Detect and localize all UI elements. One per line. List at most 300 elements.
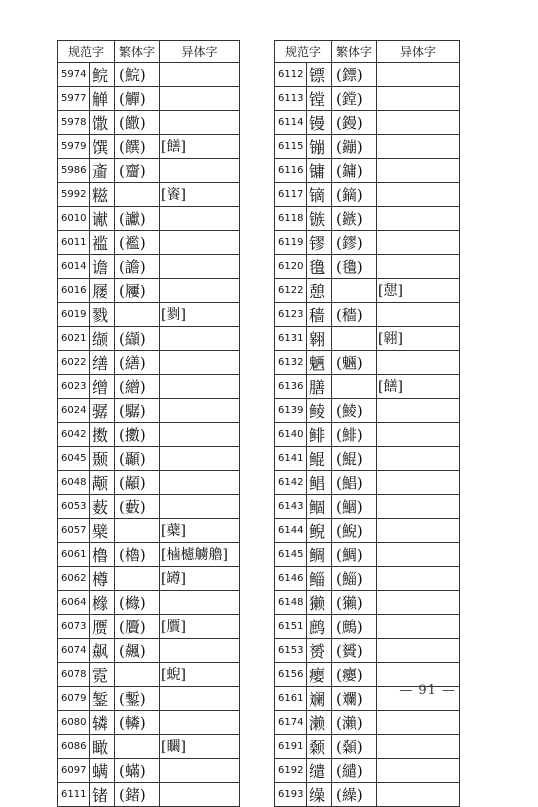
traditional-char: (繰) [332,782,377,806]
traditional-char: (鯝) [332,494,377,518]
table-row [58,158,240,182]
entry-number: 6143 [275,494,307,518]
standard-char: 檗 [90,518,115,542]
entry-number: 6113 [275,86,307,110]
entry-number: 6112 [275,62,307,86]
table-row [275,62,460,86]
standard-char: 齑 [90,158,115,182]
standard-char: 谵 [90,254,115,278]
standard-char: 穑 [307,302,332,326]
standard-char: 戮 [90,302,115,326]
traditional-char: (氌) [332,254,377,278]
traditional-char [332,278,377,302]
variant-char [377,110,460,134]
standard-char: 镘 [307,110,332,134]
header-standard: 规范字 [275,41,332,63]
table-row [275,374,460,398]
table-row [275,470,460,494]
variant-char [377,542,460,566]
variant-char [377,206,460,230]
table-row [58,86,240,110]
standard-char: 缮 [90,350,115,374]
variant-char [160,62,240,86]
entry-number: 6142 [275,470,307,494]
traditional-char: (繕) [115,350,160,374]
standard-char: 褴 [90,230,115,254]
standard-char: 膳 [307,374,332,398]
standard-char: 飙 [90,638,115,662]
table-row [58,782,240,806]
table-row [58,134,240,158]
standard-char: 鲩 [90,62,115,86]
table-row [58,326,240,350]
entry-number: 6119 [275,230,307,254]
traditional-char [332,374,377,398]
variant-char [377,62,460,86]
entry-number: 6011 [58,230,90,254]
traditional-char: (襤) [115,230,160,254]
table-row [275,446,460,470]
table-row [275,254,460,278]
table-row [58,374,240,398]
table-row [58,662,240,686]
variant-char: [饍] [377,374,460,398]
entry-number: 6115 [275,134,307,158]
entry-number: 6145 [275,542,307,566]
variant-char [377,566,460,590]
traditional-char [115,302,160,326]
table-row [58,614,240,638]
standard-char: 魉 [307,350,332,374]
standard-char: 霓 [90,662,115,686]
entry-number: 6022 [58,350,90,374]
variant-char [377,422,460,446]
entry-number: 6193 [275,782,307,806]
variant-char [160,782,240,806]
entry-number: 6122 [275,278,307,302]
traditional-char: (纈) [115,326,160,350]
standard-char: 鲳 [307,470,332,494]
traditional-char: (鯧) [332,470,377,494]
traditional-char: (顢) [115,470,160,494]
variant-char: [蘗] [160,518,240,542]
standard-char: 颟 [90,470,115,494]
standard-char: 镖 [307,62,332,86]
table-row [58,638,240,662]
table-row [58,758,240,782]
header-standard: 规范字 [58,41,115,63]
table-header-row [275,41,460,63]
standard-char: 屦 [90,278,115,302]
standard-char: 镚 [307,134,332,158]
variant-char [377,398,460,422]
entry-number: 6024 [58,398,90,422]
traditional-char: (轔) [115,710,160,734]
traditional-char: (顙) [332,734,377,758]
table-row [58,590,240,614]
entry-number: 6156 [275,662,307,686]
variant-char [160,254,240,278]
standard-char: 镝 [307,182,332,206]
traditional-char: (顳) [115,446,160,470]
traditional-char: (驏) [115,398,160,422]
standard-char: 骣 [90,398,115,422]
variant-char [160,710,240,734]
entry-number: 6097 [58,758,90,782]
standard-char: 鲵 [307,518,332,542]
table-row [275,710,460,734]
table-row [58,302,240,326]
traditional-char: (鍺) [115,782,160,806]
table-row [275,422,460,446]
entry-number: 6021 [58,326,90,350]
standard-char: 缲 [307,782,332,806]
traditional-char: (饊) [115,110,160,134]
table-row [58,470,240,494]
traditional-char: (獺) [332,590,377,614]
variant-char [377,758,460,782]
traditional-char: (櫓) [115,542,160,566]
standard-char: 赝 [90,614,115,638]
table-row [275,230,460,254]
standard-char: 翱 [307,326,332,350]
traditional-char [332,326,377,350]
standard-char: 螨 [90,758,115,782]
entry-number: 6136 [275,374,307,398]
traditional-char [115,662,160,686]
variant-char [160,758,240,782]
entry-number: 6191 [275,734,307,758]
entry-number: 6132 [275,350,307,374]
variant-char [160,686,240,710]
traditional-char: (鏜) [332,86,377,110]
entry-number: 6019 [58,302,90,326]
table-row [275,110,460,134]
traditional-char: (蟎) [115,758,160,782]
entry-number: 6062 [58,566,90,590]
entry-number: 5977 [58,86,90,110]
variant-char [377,86,460,110]
table-row [58,62,240,86]
traditional-char: (鏨) [115,686,160,710]
table-row [275,734,460,758]
traditional-char: (饌) [115,134,160,158]
entry-number: 5992 [58,182,90,206]
variant-char [377,710,460,734]
variant-char: [矙] [160,734,240,758]
table-row [275,614,460,638]
variant-char: [饍] [160,134,240,158]
table-row [58,446,240,470]
variant-char [377,182,460,206]
standard-char: 鲻 [307,566,332,590]
entry-number: 5986 [58,158,90,182]
standard-char: 薮 [90,494,115,518]
standard-char: 鲴 [307,494,332,518]
table-header-row [58,41,240,63]
variant-char [377,230,460,254]
table-row [58,494,240,518]
entry-number: 6048 [58,470,90,494]
entry-number: 6161 [275,686,307,710]
traditional-char: (飆) [115,638,160,662]
entry-number: 6123 [275,302,307,326]
traditional-char: (斕) [332,686,377,710]
variant-char [377,470,460,494]
table-row [58,206,240,230]
traditional-char: (鯡) [332,422,377,446]
variant-char: [餈] [160,182,240,206]
header-variant: 异体字 [377,41,460,63]
entry-number: 6016 [58,278,90,302]
entry-number: 6131 [275,326,307,350]
variant-char [160,470,240,494]
entry-number: 6153 [275,638,307,662]
traditional-char: (癭) [332,662,377,686]
variant-char: [樐櫖艣艪] [160,542,240,566]
table-row [275,542,460,566]
traditional-char: (繒) [115,374,160,398]
variant-char [160,326,240,350]
entry-number: 6114 [275,110,307,134]
table-row [58,518,240,542]
variant-char [377,158,460,182]
entry-number: 6144 [275,518,307,542]
entry-number: 6146 [275,566,307,590]
standard-char: 瞰 [90,734,115,758]
table-row [58,350,240,374]
table-row [275,158,460,182]
standard-char: 獭 [307,590,332,614]
variant-char [160,374,240,398]
traditional-char: (譫) [115,254,160,278]
entry-number: 6192 [275,758,307,782]
standard-char: 缬 [90,326,115,350]
standard-char: 赟 [307,638,332,662]
variant-char [160,638,240,662]
standard-char: 鲷 [307,542,332,566]
entry-number: 6116 [275,158,307,182]
standard-char: 憩 [307,278,332,302]
entry-number: 6061 [58,542,90,566]
standard-char: 鹧 [307,614,332,638]
entry-number: 6073 [58,614,90,638]
entry-number: 6111 [58,782,90,806]
entry-number: 6042 [58,422,90,446]
table-row [58,230,240,254]
table-row [275,494,460,518]
table-row [58,182,240,206]
standard-char: 馓 [90,110,115,134]
traditional-char: (擻) [115,422,160,446]
standard-char: 缱 [307,758,332,782]
variant-char [377,614,460,638]
traditional-char: (鯪) [332,398,377,422]
table-row [275,86,460,110]
traditional-char: (屨) [115,278,160,302]
table-row [275,326,460,350]
variant-char [160,590,240,614]
variant-char [160,398,240,422]
standard-char: 馔 [90,134,115,158]
entry-number: 5978 [58,110,90,134]
traditional-char: (鏝) [332,110,377,134]
variant-char [377,518,460,542]
variant-char [160,158,240,182]
traditional-char: (藪) [115,494,160,518]
traditional-char: (讞) [115,206,160,230]
entry-number: 6045 [58,446,90,470]
table-row [58,566,240,590]
traditional-char: (穡) [332,302,377,326]
standard-char: 鲮 [307,398,332,422]
table-row [58,254,240,278]
standard-char: 斓 [307,686,332,710]
entry-number: 6174 [275,710,307,734]
traditional-char: (鯢) [332,518,377,542]
traditional-char: (鏢) [332,62,377,86]
table-row [275,206,460,230]
variant-char [377,134,460,158]
standard-char: 谳 [90,206,115,230]
variant-char [377,446,460,470]
traditional-char: (繾) [332,758,377,782]
standard-char: 镞 [307,206,332,230]
traditional-char: (鯇) [115,62,160,86]
variant-char [160,446,240,470]
table-row [58,110,240,134]
traditional-char: (鷓) [332,614,377,638]
traditional-char [115,182,160,206]
standard-char: 镠 [307,230,332,254]
entry-number: 6139 [275,398,307,422]
variant-char [160,230,240,254]
variant-char [160,110,240,134]
standard-char: 橼 [90,590,115,614]
entry-number: 6079 [58,686,90,710]
table-row [58,686,240,710]
standard-char: 糍 [90,182,115,206]
entry-number: 6148 [275,590,307,614]
table-row [275,182,460,206]
traditional-char [115,566,160,590]
traditional-char: (齏) [115,158,160,182]
table-row [58,278,240,302]
variant-char [377,350,460,374]
traditional-char [115,734,160,758]
variant-char: [剹] [160,302,240,326]
entry-number: 6053 [58,494,90,518]
table-row [58,398,240,422]
traditional-char: (鏑) [332,182,377,206]
table-row [275,638,460,662]
entry-number: 5979 [58,134,90,158]
page-number: — 91 — [399,683,456,698]
entry-number: 6057 [58,518,90,542]
entry-number: 6080 [58,710,90,734]
entry-number: 6023 [58,374,90,398]
header-traditional: 繁体字 [115,41,160,63]
entry-number: 6086 [58,734,90,758]
table-row [275,350,460,374]
table-row [275,278,460,302]
variant-char [377,494,460,518]
table-row [58,542,240,566]
variant-char: [蜺] [160,662,240,686]
entry-number: 6120 [275,254,307,278]
entry-number: 6141 [275,446,307,470]
table-row [275,758,460,782]
variant-char [160,86,240,110]
variant-char [160,278,240,302]
table-row [58,710,240,734]
standard-char: 橹 [90,542,115,566]
variant-char: [翶] [377,326,460,350]
table-row [275,134,460,158]
table-row [275,566,460,590]
variant-char [377,734,460,758]
standard-char: 瘿 [307,662,332,686]
standard-char: 鲱 [307,422,332,446]
entry-number: 6014 [58,254,90,278]
entry-number: 6117 [275,182,307,206]
table-row [58,422,240,446]
standard-char: 镗 [307,86,332,110]
traditional-char: (瀨) [332,710,377,734]
standard-char: 锗 [90,782,115,806]
entry-number: 5974 [58,62,90,86]
entry-number: 6140 [275,422,307,446]
standard-char: 镛 [307,158,332,182]
traditional-char: (鯔) [332,566,377,590]
traditional-char: (鏐) [332,230,377,254]
standard-char: 樽 [90,566,115,590]
entry-number: 6064 [58,590,90,614]
table-row [275,518,460,542]
traditional-char: (贗) [115,614,160,638]
left-char-table [57,40,240,807]
traditional-char: (觶) [115,86,160,110]
header-variant: 异体字 [160,41,240,63]
variant-char [377,638,460,662]
table-row [275,782,460,806]
variant-char [377,590,460,614]
header-traditional: 繁体字 [332,41,377,63]
variant-char [160,206,240,230]
entry-number: 6118 [275,206,307,230]
entry-number: 6151 [275,614,307,638]
variant-char: [罇] [160,566,240,590]
variant-char [377,254,460,278]
variant-char [160,422,240,446]
traditional-char [115,518,160,542]
entry-number: 6078 [58,662,90,686]
variant-char [160,350,240,374]
variant-char [160,494,240,518]
standard-char: 颡 [307,734,332,758]
traditional-char: (鯛) [332,542,377,566]
traditional-char: (魎) [332,350,377,374]
variant-char: [憇] [377,278,460,302]
variant-char: [贋] [160,614,240,638]
standard-char: 辚 [90,710,115,734]
standard-char: 鲲 [307,446,332,470]
traditional-char: (鯤) [332,446,377,470]
standard-char: 錾 [90,686,115,710]
variant-char [377,302,460,326]
standard-char: 颞 [90,446,115,470]
standard-char: 氇 [307,254,332,278]
